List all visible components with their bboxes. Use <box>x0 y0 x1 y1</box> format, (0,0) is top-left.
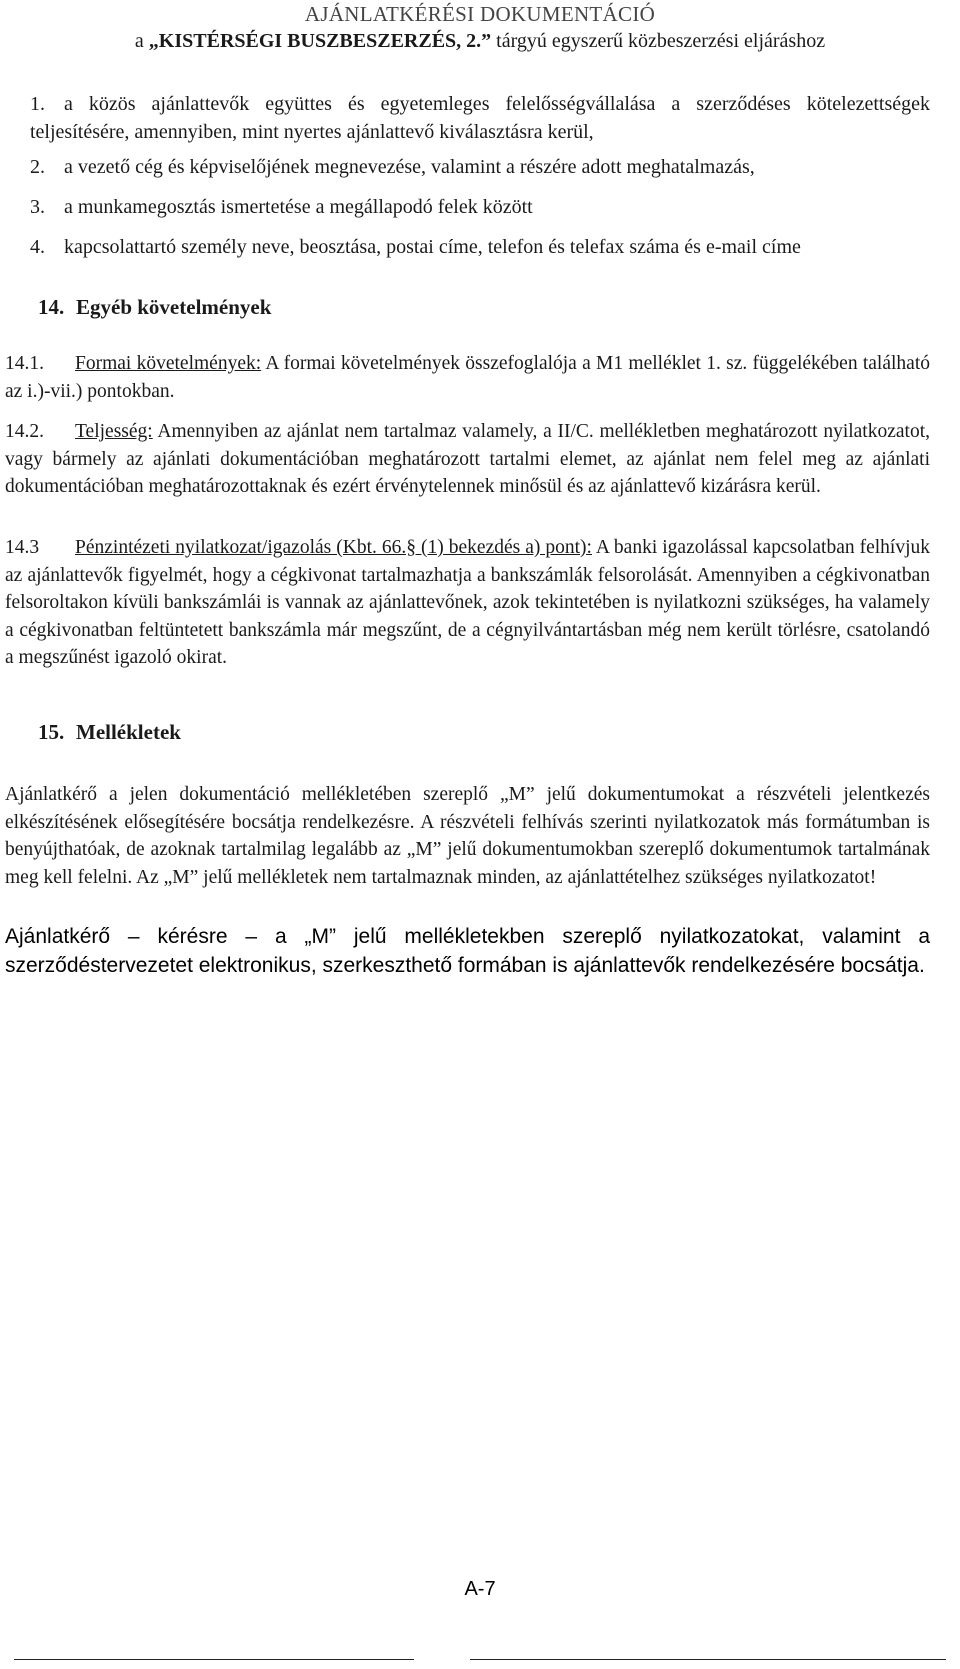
paragraph-text: A formai követelmények összefoglalója a M1 melléklet 1. sz. függelékében található az i.)-vii.) pontokban. <box>5 353 930 402</box>
paragraph-15-2 <box>5 922 930 980</box>
paragraph-14-3 <box>5 534 930 672</box>
paragraph-15-1 <box>5 781 930 891</box>
list-item-text: a munkamegosztás ismertetése a megállapodó felek között <box>64 196 533 218</box>
paragraph-14-2 <box>5 418 930 501</box>
section-14-heading <box>38 295 271 320</box>
paragraph-text: Ajánlatkérő – kérésre – a „M” jelű mellékletekben szereplő nyilatkozatokat, valamint a szerződéstervezetet elektronikus, szerkeszthető formában is ajánlattevők rendelkezésére bocsátja. <box>5 925 930 977</box>
list-item-number: 2. <box>30 156 45 178</box>
signature-line-left <box>14 1659 414 1660</box>
paragraph-number: 14.3 <box>5 537 40 558</box>
section-title: Mellékletek <box>76 720 181 744</box>
section-title: Egyéb követelmények <box>76 295 272 319</box>
document-subtitle <box>0 30 960 53</box>
list-item <box>30 90 930 146</box>
paragraph-label: Pénzintézeti nyilatkozat/igazolás (Kbt. 66.§ (1) bekezdés a) pont): <box>75 537 592 558</box>
list-item-number: 1. <box>30 93 45 115</box>
subtitle-suffix: tárgyú egyszerű közbeszerzési eljáráshoz <box>491 30 826 52</box>
section-15-heading <box>38 720 181 745</box>
signature-line-right <box>470 1659 946 1660</box>
paragraph-label: Teljesség: <box>75 421 153 442</box>
document-title: AJÁNLATKÉRÉSI DOKUMENTÁCIÓ <box>304 2 656 26</box>
paragraph-label: Formai követelmények: <box>75 353 262 374</box>
list-item <box>30 193 930 221</box>
paragraph-number: 14.2. <box>5 421 44 442</box>
paragraph-14-1 <box>5 350 930 405</box>
paragraph-text: A banki igazolással kapcsolatban felhívjuk az ajánlattevők figyelmét, hogy a cégkivonat tartalmazhatja a bankszámlák felsorolását. Amennyiben a cégkivonatban felsoroltakon kívüli bankszámlái is vannak az ajánlattevőnek, azok tekintetében is nyilatkozni szükséges, ha valamely a cégkivonatban feltüntetett bankszámla már megszűnt, de a cégnyilvántartásban még nem került törlésre, csatolandó a megszűnést igazoló okirat. <box>5 537 931 668</box>
subtitle-project-name: „KISTÉRSÉGI BUSZBESZERZÉS, 2.” <box>148 30 492 52</box>
section-number: 14. <box>38 295 65 319</box>
paragraph-number: 14.1. <box>5 353 44 374</box>
list-item <box>30 233 930 261</box>
subtitle-prefix: a <box>134 30 149 52</box>
paragraph-text: Ajánlatkérő a jelen dokumentáció mellékletében szereplő „M” jelű dokumentumokat a részvételi jelentkezés elkészítésének elősegítésére bocsátja rendelkezésre. A részvételi felhívás szerinti nyilatkozatok más formátumban is benyújthatóak, de azoknak tartalmilag legalább az „M” jelű dokumentumokban szereplő dokumentumok tartalmának meg kell felelni. Az „M” jelű mellékletek nem tartalmaznak minden, az ajánlattételhez szükséges nyilatkozatot! <box>5 784 930 888</box>
section-number: 15. <box>38 720 65 744</box>
list-item-text: kapcsolattartó személy neve, beosztása, postai címe, telefon és telefax száma és e-mail címe <box>64 236 801 258</box>
page-number: A-7 <box>464 1578 496 1600</box>
paragraph-text: Amennyiben az ajánlat nem tartalmaz valamely, a II/C. mellékletben meghatározott nyilatkozatot, vagy bármely az ajánlati dokumentációban meghatározott tartalmi elemet, az ajánlat nem felel meg az ajánlati dokumentációban meghatározottaknak és ezért érvénytelennek minősül és az ajánlattevő kizárásra kerül. <box>5 421 930 497</box>
list-item <box>30 153 930 181</box>
list-item-text: a vezető cég és képviselőjének megnevezése, valamint a részére adott meghatalmazás, <box>64 156 755 178</box>
list-item-number: 3. <box>30 196 45 218</box>
list-item-text: a közös ajánlattevők együttes és egyetemleges felelősségvállalása a szerződéses kötelezettségek teljesítésére, amennyiben, mint nyertes ajánlattevő kiválasztásra kerül, <box>30 93 930 143</box>
list-item-number: 4. <box>30 236 45 258</box>
